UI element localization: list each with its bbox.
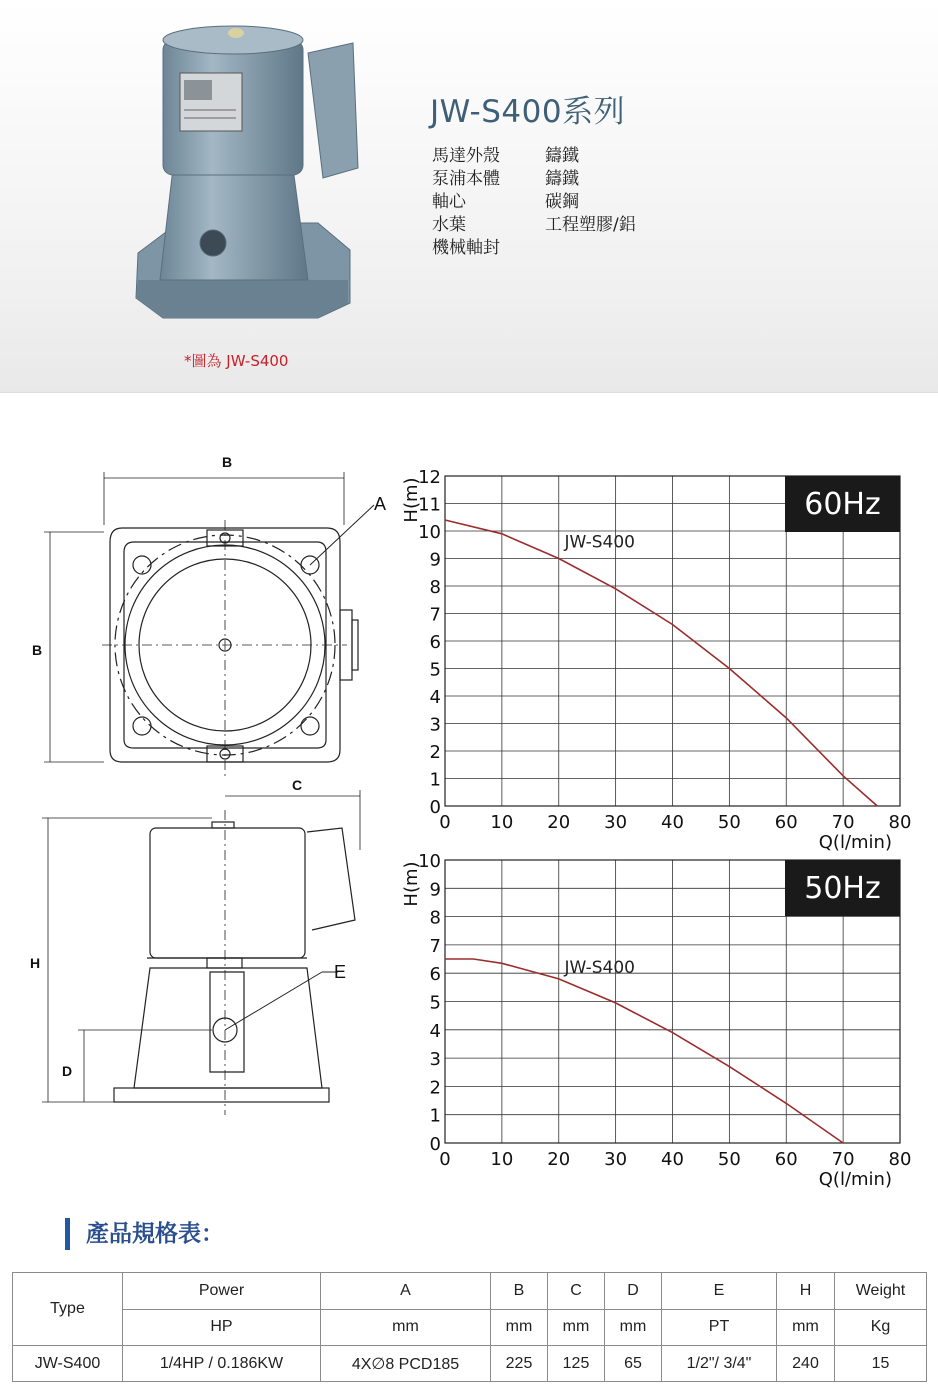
x-tick-label: 40	[661, 1149, 684, 1170]
x-tick-label: 20	[547, 1149, 571, 1170]
x-tick-label: 40	[661, 812, 684, 833]
performance-charts	[390, 462, 920, 1192]
dim-label-c: C	[292, 777, 303, 793]
series-label: JW-S400	[564, 958, 635, 979]
spec-row	[432, 237, 636, 260]
dim-label-b-side: B	[32, 642, 43, 658]
dim-label-e: E	[334, 962, 347, 982]
spec-row	[432, 214, 636, 237]
chart-title: 60Hz	[804, 487, 881, 522]
photo-caption: *圖為 JW-S400	[184, 352, 289, 370]
spec-row	[432, 191, 636, 214]
dim-label-d: D	[62, 1063, 73, 1079]
y-axis-label: H(m)	[401, 861, 422, 907]
y-tick-label: 6	[429, 964, 441, 986]
table-header-cell: D	[605, 1273, 662, 1310]
series-line-jw-s400	[445, 959, 843, 1143]
y-tick-label: 1	[429, 769, 441, 791]
table-cell: 1/4HP / 0.186KW	[123, 1346, 321, 1382]
x-tick-label: 70	[831, 812, 855, 833]
table-unit-row	[13, 1309, 927, 1346]
spec-label: 水葉	[432, 215, 466, 235]
dim-label-a: A	[374, 494, 387, 514]
x-tick-label: 30	[604, 1149, 628, 1170]
spec-row	[432, 168, 636, 191]
y-tick-label: 10	[418, 851, 441, 872]
y-axis-label: H(m)	[401, 477, 422, 523]
x-tick-label: 10	[490, 1149, 514, 1170]
y-tick-label: 1	[429, 1105, 441, 1127]
table-cell: 1/2"/ 3/4"	[662, 1346, 777, 1382]
x-tick-label: 80	[888, 1149, 912, 1170]
hero-section	[0, 0, 938, 393]
spec-value: 鑄鐵	[545, 146, 579, 166]
spec-label: 泵浦本體	[432, 169, 500, 189]
table-unit-cell: mm	[491, 1309, 548, 1346]
y-tick-label: 8	[429, 907, 441, 929]
table-cell: 15	[835, 1346, 927, 1382]
table-unit-cell: Kg	[835, 1309, 927, 1346]
table-header-cell: Power	[123, 1273, 321, 1310]
x-tick-label: 60	[774, 812, 798, 833]
chart-title: 50Hz	[804, 871, 881, 906]
table-header-cell: H	[777, 1273, 835, 1310]
table-header-cell: A	[321, 1273, 491, 1310]
x-tick-label: 80	[888, 812, 912, 833]
table-header-cell: Weight	[835, 1273, 927, 1310]
material-spec-list	[432, 145, 636, 260]
table-header-cell: B	[491, 1273, 548, 1310]
x-tick-label: 0	[439, 812, 451, 833]
spec-value: 鑄鐵	[545, 169, 579, 189]
table-cell: 125	[548, 1346, 605, 1382]
x-tick-label: 70	[831, 1149, 855, 1170]
pump-photo	[118, 18, 368, 328]
table-header-row	[13, 1273, 927, 1310]
table-header-cell: E	[662, 1273, 777, 1310]
spec-value: 工程塑膠/鋁	[545, 215, 636, 235]
table-unit-cell: PT	[662, 1309, 777, 1346]
table-unit-cell: HP	[123, 1309, 321, 1346]
dim-label-h: H	[30, 955, 41, 971]
x-tick-label: 10	[490, 812, 514, 833]
x-tick-label: 30	[604, 812, 628, 833]
y-tick-label: 7	[429, 604, 441, 626]
y-tick-label: 9	[429, 879, 441, 901]
dimension-drawing	[22, 450, 387, 1115]
y-tick-label: 10	[418, 522, 441, 543]
series-label: JW-S400	[564, 532, 635, 553]
spec-label: 軸心	[432, 192, 466, 212]
y-tick-label: 8	[429, 577, 441, 598]
x-tick-label: 50	[717, 1149, 741, 1170]
table-unit-cell: mm	[548, 1309, 605, 1346]
x-axis-label: Q(l/min)	[818, 1169, 892, 1190]
table-cell: 65	[605, 1346, 662, 1382]
spec-table	[12, 1272, 927, 1382]
y-tick-label: 7	[429, 935, 441, 957]
spec-label: 機械軸封	[432, 238, 500, 258]
table-row	[13, 1346, 927, 1382]
spec-row	[432, 145, 636, 168]
table-header-cell: Type	[13, 1273, 123, 1346]
spec-value: 碳鋼	[545, 192, 579, 212]
x-tick-label: 50	[717, 812, 741, 833]
table-unit-cell: mm	[321, 1309, 491, 1346]
table-unit-cell: mm	[605, 1309, 662, 1346]
y-tick-label: 2	[429, 742, 441, 763]
spec-label: 馬達外殼	[432, 146, 500, 166]
y-tick-label: 3	[429, 714, 441, 736]
table-cell: 4X∅8 PCD185	[321, 1346, 491, 1382]
series-line-jw-s400	[445, 520, 877, 806]
y-tick-label: 0	[429, 797, 441, 818]
table-cell: JW-S400	[13, 1346, 123, 1382]
y-tick-label: 5	[429, 659, 441, 681]
table-cell: 225	[491, 1346, 548, 1382]
y-tick-label: 2	[429, 1077, 441, 1099]
spec-table-heading: 產品規格表：	[65, 1218, 224, 1250]
performance-curve-svg	[390, 462, 920, 1192]
table-unit-cell: mm	[777, 1309, 835, 1346]
y-tick-label: 11	[418, 494, 441, 516]
x-axis-label: Q(l/min)	[818, 832, 892, 853]
x-tick-label: 0	[439, 1149, 451, 1170]
y-tick-label: 9	[429, 549, 441, 571]
table-header-cell: C	[548, 1273, 605, 1310]
y-tick-label: 4	[429, 687, 441, 708]
y-tick-label: 0	[429, 1134, 441, 1155]
y-tick-label: 12	[418, 467, 441, 488]
y-tick-label: 6	[429, 632, 441, 653]
y-tick-label: 3	[429, 1049, 441, 1071]
y-tick-label: 5	[429, 992, 441, 1014]
table-cell: 240	[777, 1346, 835, 1382]
series-title: JW-S400系列	[430, 94, 626, 130]
dim-label-b-top: B	[222, 454, 233, 470]
y-tick-label: 4	[429, 1020, 441, 1042]
x-tick-label: 60	[774, 1149, 798, 1170]
x-tick-label: 20	[547, 812, 571, 833]
